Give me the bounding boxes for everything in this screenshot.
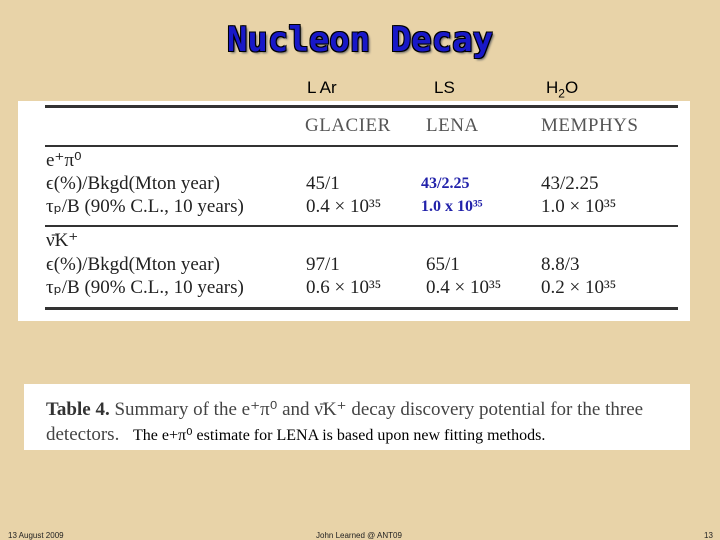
glacier-lifetime-2: 0.6 × 10³⁵ xyxy=(306,277,382,298)
footer-author: John Learned @ ANT09 xyxy=(316,531,402,540)
header-memphys: MEMPHYS xyxy=(541,115,639,136)
column-label-lar: L Ar xyxy=(307,78,337,97)
h2o-main: H xyxy=(546,78,559,97)
label-efficiency-1: ϵ(%)/Bkgd(Mton year) xyxy=(46,173,220,194)
label-lifetime-1: τₚ/B (90% C.L., 10 years) xyxy=(46,196,244,217)
caption-line-2: detectors. xyxy=(46,424,120,445)
table-top-rule xyxy=(45,105,678,108)
table-header-rule xyxy=(45,145,678,147)
caption-table-number: Table 4. xyxy=(46,399,110,420)
memphys-efficiency-1: 43/2.25 xyxy=(541,173,599,194)
glacier-efficiency-2: 97/1 xyxy=(306,254,340,275)
memphys-efficiency-2: 8.8/3 xyxy=(541,254,580,275)
slide-title: Nucleon Decay xyxy=(226,20,494,60)
glacier-efficiency-1: 45/1 xyxy=(306,173,340,194)
header-glacier: GLACIER xyxy=(305,115,391,136)
column-label-ls: LS xyxy=(434,78,455,97)
caption-line-1 xyxy=(46,398,643,421)
caption-text: Summary of the e⁺π⁰ and ν̄K⁺ decay discovery potential for the three xyxy=(114,399,644,420)
footer-date: 13 August 2009 xyxy=(8,531,64,540)
table-section-rule xyxy=(45,225,678,227)
table-caption xyxy=(24,384,690,450)
lena-lifetime-2: 0.4 × 10³⁵ xyxy=(426,277,502,298)
h2o-end: O xyxy=(564,78,579,97)
memphys-lifetime-1: 1.0 × 10³⁵ xyxy=(541,196,617,217)
caption-note: The e+π⁰ estimate for LENA is based upon new fitting methods. xyxy=(133,427,546,444)
label-lifetime-2: τₚ/B (90% C.L., 10 years) xyxy=(46,277,244,298)
lena-efficiency-2: 65/1 xyxy=(426,254,460,275)
h2o-subscript: 2 xyxy=(558,86,565,101)
footer-page-number: 13 xyxy=(704,531,713,540)
channel-nuk: ν̄K⁺ xyxy=(46,230,79,251)
glacier-lifetime-1: 0.4 × 10³⁵ xyxy=(306,196,382,217)
lena-lifetime-1: 1.0 x 10³⁵ xyxy=(421,198,483,215)
channel-epi0: e⁺π⁰ xyxy=(46,150,82,171)
column-label-h2o xyxy=(546,78,578,100)
header-lena: LENA xyxy=(426,115,479,136)
table-bottom-rule xyxy=(45,307,678,310)
results-table xyxy=(18,101,690,321)
label-efficiency-2: ϵ(%)/Bkgd(Mton year) xyxy=(46,254,220,275)
memphys-lifetime-2: 0.2 × 10³⁵ xyxy=(541,277,617,298)
lena-efficiency-1: 43/2.25 xyxy=(421,175,470,192)
